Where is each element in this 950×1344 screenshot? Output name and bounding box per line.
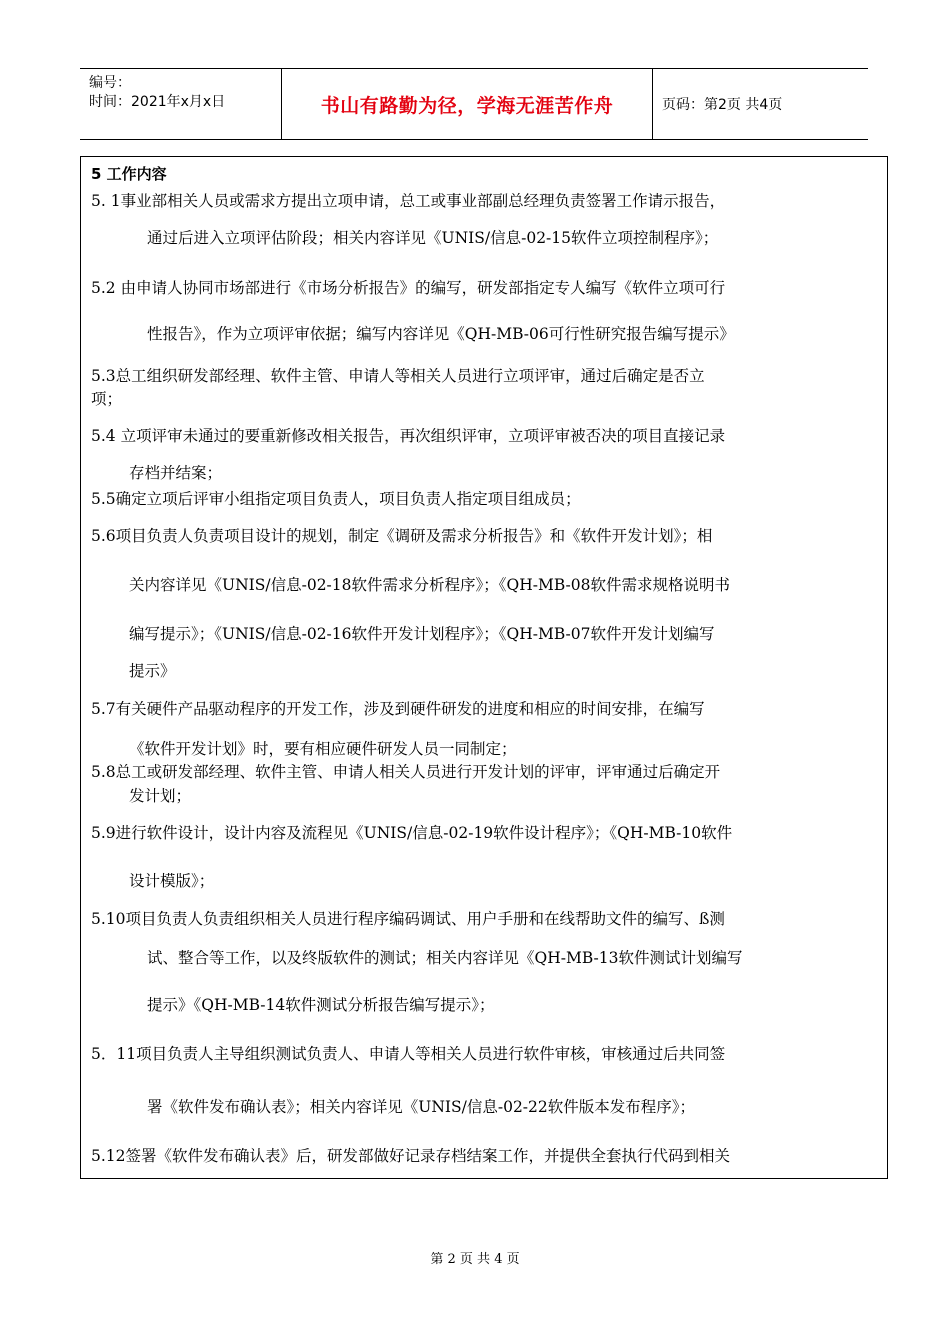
doc-date-label: 时间：2021年x月x日 [89,94,226,110]
page-footer: 第 2 页 共 4 页 [430,1252,520,1267]
body-line: 5.3总工组织研发部经理、软件主管、申请人等相关人员进行立项评审，通过后确定是否立 [91,367,705,385]
body-line: 《软件开发计划》时，要有相应硬件研发人员一同制定； [129,740,517,758]
doc-number-label: 编号： [89,75,131,91]
content-box [80,156,888,1179]
section-title: 5 工作内容 [91,165,167,183]
body-line: 编写提示》；《UNIS/信息-02-16软件开发计划程序》；《QH-MB-07软件开发计划编写 [129,625,715,643]
body-line: 5.10项目负责人负责组织相关人员进行程序编码调试、用户手册和在线帮助文件的编写、ß测 [91,910,725,928]
body-line: 关内容详见《UNIS/信息-02-18软件需求分析程序》；《QH-MB-08软件需求规格说明书 [129,576,730,594]
body-line: 设计模版》； [129,872,215,890]
body-line: 性报告》，作为立项评审依据；编写内容详见《QH-MB-06可行性研究报告编写提示》 [147,325,735,343]
header-motto: 书山有路勤为径，学海无涯苦作舟 [281,69,653,139]
body-line: 存档并结案； [129,464,223,482]
body-line: 5.5确定立项后评审小组指定项目负责人，项目负责人指定项目组成员； [91,490,581,508]
body-line: 5.2 由申请人协同市场部进行《市场分析报告》的编写，研发部指定专人编写《软件立项可行 [91,279,726,297]
body-line: 署《软件发布确认表》；相关内容详见《UNIS/信息-02-22软件版本发布程序》； [147,1098,696,1116]
body-line: 提示》《QH-MB-14软件测试分析报告编写提示》； [147,996,495,1014]
body-line: 5.8总工或研发部经理、软件主管、申请人相关人员进行开发计划的评审，评审通过后确定开 [91,763,721,781]
body-line: 发计划； [129,787,192,805]
body-line: 试、整合等工作，以及终版软件的测试；相关内容详见《QH-MB-13软件测试计划编写 [147,949,743,967]
body-line: 提示》 [129,662,176,680]
body-line: 5．11项目负责人主导组织测试负责人、申请人等相关人员进行软件审核，审核通过后共同签 [91,1045,726,1063]
body-line: 5.7有关硬件产品驱动程序的开发工作，涉及到硬件研发的进度和相应的时间安排，在编写 [91,700,705,718]
body-line: 项； [91,390,123,408]
header-meta [80,69,280,139]
body-line: 5.12签署《软件发布确认表》后，研发部做好记录存档结案工作，并提供全套执行代码到相关 [91,1147,731,1165]
page-header [80,68,868,140]
body-line: 5. 1事业部相关人员或需求方提出立项申请，总工或事业部副总经理负责签署工作请示报告， [91,192,726,210]
body-line: 5.6项目负责人负责项目设计的规划，制定《调研及需求分析报告》和《软件开发计划》；相 [91,527,713,545]
body-line: 5.4 立项评审未通过的要重新修改相关报告，再次组织评审，立项评审被否决的项目直接记录 [91,427,726,445]
body-line: 通过后进入立项评估阶段；相关内容详见《UNIS/信息-02-15软件立项控制程序》； [147,229,719,247]
body-line: 5.9进行软件设计，设计内容及流程见《UNIS/信息-02-19软件设计程序》；《QH-MB-10软件 [91,824,733,842]
header-page-code: 页码：第2页 共4页 [662,97,783,113]
